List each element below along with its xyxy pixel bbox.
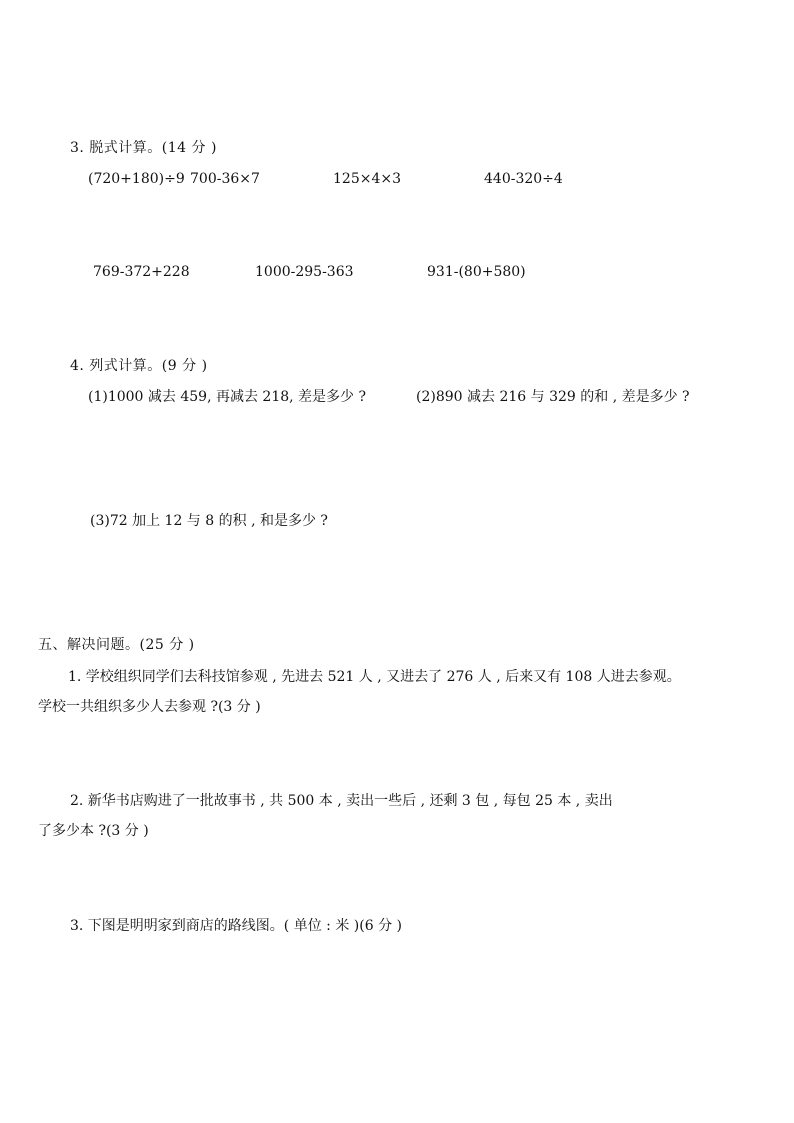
q3-expression-4: 440-320÷4 (484, 171, 563, 187)
problem-2-line-2: 了多少本 ?(3 分 ) (38, 823, 149, 839)
q3-expression-2: 700-36×7 (190, 171, 260, 187)
q4-title: 4. 列式计算。(9 分 ) (70, 358, 208, 374)
section5-title: 五、解决问题。(25 分 ) (38, 637, 195, 653)
q4-item-3: (3)72 加上 12 与 8 的积 , 和是多少 ? (90, 513, 328, 529)
q3-expression-3: 125×4×3 (333, 171, 401, 187)
q3-expression-1: (720+180)÷9 (88, 171, 185, 187)
problem-1-line-2: 学校一共组织多少人去参观 ?(3 分 ) (38, 699, 261, 715)
q3-expression-7: 931-(80+580) (427, 264, 526, 280)
q3-title: 3. 脱式计算。(14 分 ) (70, 140, 217, 156)
q3-expression-5: 769-372+228 (93, 264, 190, 280)
problem-3: 3. 下图是明明家到商店的路线图。( 单位 : 米 )(6 分 ) (70, 918, 402, 934)
problem-1-line-1: 1. 学校组织同学们去科技馆参观 , 先进去 521 人 , 又进去了 276 人 , 后来又有 108 人进去参观。 (68, 669, 681, 685)
q3-expression-6: 1000-295-363 (255, 264, 354, 280)
q4-item-2: (2)890 减去 216 与 329 的和 , 差是多少 ? (416, 389, 690, 405)
problem-2-line-1: 2. 新华书店购进了一批故事书 , 共 500 本 , 卖出一些后 , 还剩 3 包 , 每包 25 本 , 卖出 (70, 793, 613, 809)
q4-item-1: (1)1000 减去 459, 再减去 218, 差是多少 ? (88, 389, 367, 405)
